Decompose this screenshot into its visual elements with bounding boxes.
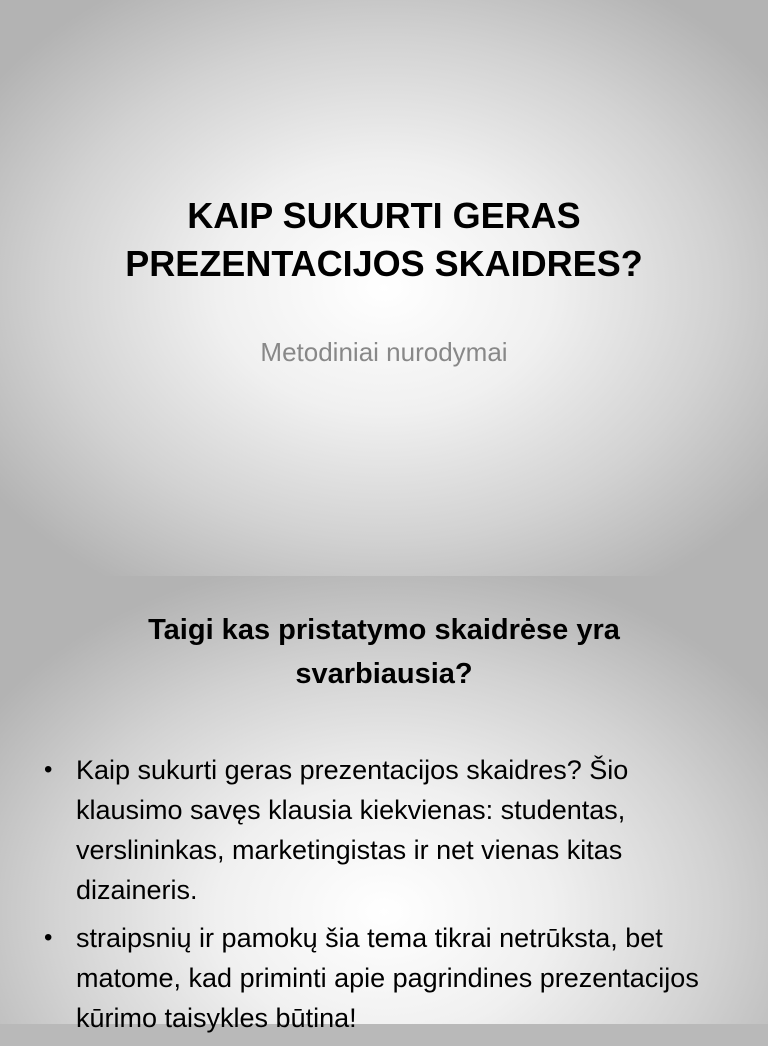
slide-title: KAIP SUKURTI GERAS PREZENTACIJOS SKAIDRES? — [125, 195, 643, 284]
slide-2-title: Taigi kas pristatymo skaidrėse yra svarbiausia? — [148, 614, 620, 690]
slide-subtitle: Metodiniai nurodymai — [260, 337, 508, 367]
bullet-text: Kaip sukurti geras prezentacijos skaidres? Šio klausimo savęs klausia kiekvienas: studentas, verslininkas, marketingistas ir net vienas kitas dizaineris. — [76, 755, 629, 905]
bullet-dot-icon: • — [44, 924, 53, 951]
bullet-list — [44, 750, 724, 1046]
bullet-dot-icon: • — [44, 756, 53, 783]
bullet-item — [44, 918, 724, 1038]
bullet-item — [44, 750, 724, 910]
slide-2 — [0, 576, 768, 1033]
bullet-text: straipsnių ir pamokų šia tema tikrai netrūksta, bet matome, kad priminti apie pagrindines prezentacijos kūrimo taisykles būtina! — [76, 923, 699, 1033]
